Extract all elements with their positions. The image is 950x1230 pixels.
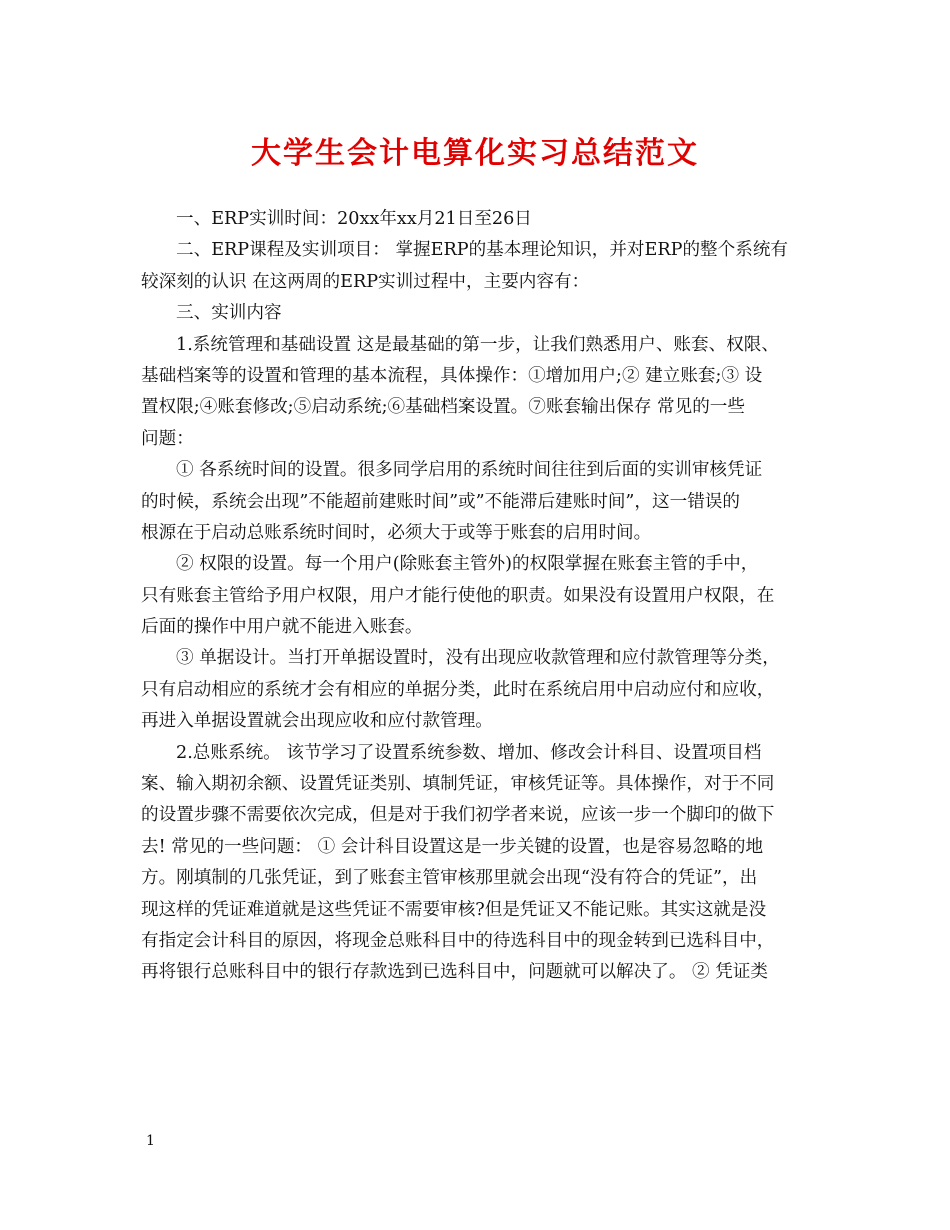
body-line: 后面的操作中用户就不能进入账套。	[141, 617, 423, 638]
body-line: 只有账套主管给予用户权限，用户才能行使他的职责。如果没有设置用户权限，在	[141, 585, 775, 606]
body-line: 现这样的凭证难道就是这些凭证不需要审核?但是凭证又不能记账。其实这就是没	[141, 899, 767, 920]
body-line: 案、输入期初余额、设置凭证类别、填制凭证，审核凭证等。具体操作，对于不同	[141, 774, 775, 795]
body-line: ③ 单据设计。当打开单据设置时，没有出现应收款管理和应付款管理等分类，	[176, 648, 780, 669]
body-line: 一、ERP实训时间：20xx年xx月21日至26日	[176, 209, 532, 229]
body-line: ② 权限的设置。每一个用户(除账套主管外)的权限掌握在账套主管的手中，	[176, 554, 759, 575]
body-line: 再将银行总账科目中的银行存款选到已选科目中，问题就可以解决了。 ② 凭证类	[141, 962, 768, 983]
body-line: 的时候，系统会出现”不能超前建账时间”或”不能滞后建账时间”，这一错误的	[141, 491, 740, 512]
body-line: 三、实训内容	[176, 303, 282, 324]
body-line: 基础档案等的设置和管理的基本流程，具体操作：①增加用户;② 建立账套;③ 设	[141, 365, 763, 386]
document-title: 大学生会计电算化实习总结范文	[251, 136, 699, 171]
page-number: 1	[146, 1133, 155, 1149]
body-line: 2.总账系统。 该节学习了设置系统参数、增加、修改会计科目、设置项目档	[176, 742, 762, 763]
body-line: 有指定会计科目的原因，将现金总账科目中的待选科目中的现金转到已选科目中，	[141, 930, 775, 951]
body-line: 方。刚填制的几张凭证，到了账套主管审核那里就会出现“没有符合的凭证”，出	[141, 868, 758, 889]
body-line: 再进入单据设置就会出现应收和应付款管理。	[141, 711, 493, 732]
body-line: 问题：	[141, 428, 194, 449]
body-line: 去! 常见的一些问题： ① 会计科目设置这是一步关键的设置，也是容易忽略的地	[141, 836, 764, 857]
body-line: 的设置步骤不需要依次完成，但是对于我们初学者来说，应该一步一个脚印的做下	[141, 805, 775, 826]
body-line: 根源在于启动总账系统时间时，必须大于或等于账套的启用时间。	[141, 522, 652, 543]
body-line: 1.系统管理和基础设置 这是最基础的第一步，让我们熟悉用户、账套、权限、	[176, 334, 779, 355]
body-line: ① 各系统时间的设置。很多同学启用的系统时间往往到后面的实训审核凭证	[176, 460, 763, 481]
body-line: 只有启动相应的系统才会有相应的单据分类，此时在系统启用中启动应付和应收，	[141, 679, 775, 700]
body-line: 置权限;④账套修改;⑤启动系统;⑥基础档案设置。⑦账套输出保存 常见的一些	[141, 397, 745, 418]
body-line: 二、ERP课程及实训项目： 掌握ERP的基本理论知识，并对ERP的整个系统有	[176, 240, 789, 261]
document-body	[141, 204, 813, 989]
body-line: 较深刻的认识 在这两周的ERP实训过程中，主要内容有：	[141, 271, 590, 292]
